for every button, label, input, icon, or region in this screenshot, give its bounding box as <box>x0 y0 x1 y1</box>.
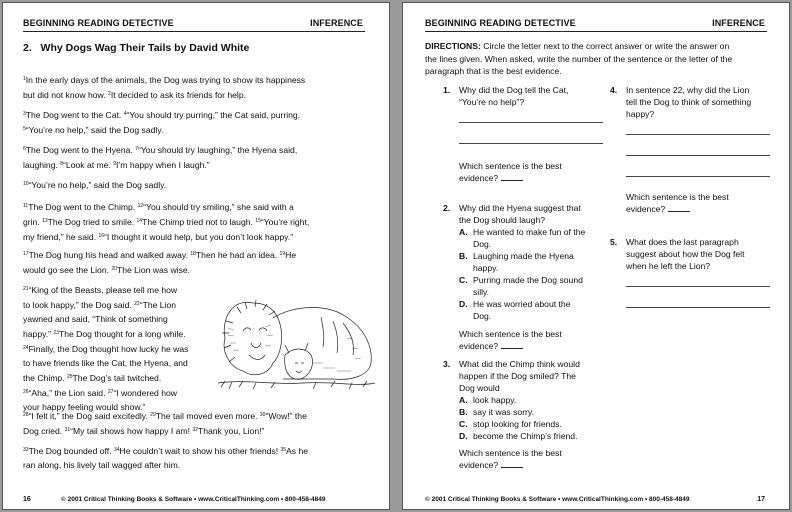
sentence-22-end: happy.” <box>23 329 54 339</box>
answer-line[interactable] <box>626 134 770 135</box>
question-4-line-1: In sentence 22, why did the Lion <box>626 85 750 95</box>
option-letter: A. <box>459 395 468 405</box>
answer-line[interactable] <box>459 143 603 144</box>
header-skill-right: INFERENCE <box>712 18 765 28</box>
option-text: become the Chimp’s friend. <box>473 431 578 441</box>
lion-and-dog-illustration <box>213 283 378 395</box>
answer-line[interactable] <box>626 286 770 287</box>
sentence-4: “You should try purring,” the Cat said, purring. <box>126 110 301 120</box>
question-4-evidence: Which sentence is the best <box>626 192 729 202</box>
sentence-24: Finally, the Dog thought how lucky he was <box>28 344 189 354</box>
sentence-18: Then he had an idea. <box>195 250 280 260</box>
question-3-option-b[interactable] <box>459 406 613 418</box>
sentence-35: As he <box>286 446 309 456</box>
sentence-7: “You should try laughing,” the Hyena said, <box>137 145 298 155</box>
question-3-line-3: Dog would <box>459 383 500 393</box>
question-3-number: 3. <box>443 359 451 369</box>
question-5 <box>610 236 770 308</box>
directions-line-2: the lines given. When asked, write the number of the sentence or the letter of the <box>425 53 733 64</box>
sentence-24-end: the Chimp. <box>23 373 67 383</box>
paragraph-5: $^{11}$The Dog went to the Chimp. $^{12}$“You should try smiling,” she said with a grin. $^{13}$The Dog tried to smile. $^{14}$The Chimp tried not to laugh. $^{15}$“You’re right, my friend,” he said. $^{16}$“I thought it would help, but you don’t look happy.” <box>23 202 310 242</box>
sentence-10: “You’re no help,” said the Dog sadly. <box>28 180 167 190</box>
evidence-blank[interactable] <box>501 460 523 468</box>
option-letter: C. <box>459 419 468 429</box>
question-1-line-1: Why did the Dog tell the Cat, <box>459 85 569 95</box>
question-5-line-1: What does the last paragraph <box>626 237 739 247</box>
sentence-11: The Dog went to the Chimp. <box>28 202 138 212</box>
sentence-9: I’m happy when I laugh.” <box>116 160 210 170</box>
question-4-line-2: tell the Dog to think of something <box>626 97 752 107</box>
option-text: look happy. <box>473 395 517 405</box>
right-page <box>402 2 790 510</box>
question-2-line-2: the Dog should laugh? <box>459 215 546 225</box>
sentence-25: The Dog’s tail twitched. <box>72 373 162 383</box>
sentence-35-cont: ran along, his lively tail wagged after him. <box>23 460 181 470</box>
directions-line-1: Circle the letter next to the correct answer or write the answer on <box>480 41 730 51</box>
question-5-number: 5. <box>610 237 618 247</box>
option-text: Purring made the Dog sound <box>473 275 583 285</box>
header-rule <box>23 31 365 32</box>
question-3-option-a[interactable] <box>459 394 613 406</box>
option-text: He was worried about the <box>473 299 571 309</box>
sentence-19-cont: would go see the Lion. <box>23 265 112 275</box>
sentence-8: “Look at me. <box>63 160 114 170</box>
sentence-27: “I wondered how <box>113 388 177 398</box>
option-letter: D. <box>459 431 468 441</box>
question-3 <box>443 358 613 471</box>
question-5-line-2: suggest about how the Dog felt <box>626 249 745 259</box>
option-text: say it was sorry. <box>473 407 534 417</box>
evidence-blank[interactable] <box>501 341 523 349</box>
option-letter: D. <box>459 299 468 309</box>
option-text: silly. <box>473 287 490 297</box>
sentence-19: He <box>285 250 297 260</box>
sentence-12: “You should try smiling,” she said with a <box>143 202 294 212</box>
question-3-option-d[interactable] <box>459 430 613 442</box>
question-1 <box>443 84 603 184</box>
option-text: stop looking for friends. <box>473 419 562 429</box>
sentence-1: In the early days of the animals, the Dog was trying to show its happiness <box>25 75 306 85</box>
evidence-blank[interactable] <box>501 173 523 181</box>
sentence-29: The tail moved even more. <box>155 411 260 421</box>
directions-label: DIRECTIONS: <box>425 41 481 51</box>
question-3-evidence-label: evidence? <box>459 460 499 470</box>
sentence-27-cont: your happy feeling would show.” <box>23 402 146 412</box>
paragraph-1: $^1$In the early days of the animals, the Dog was trying to show its happiness but did not know how. $^2$It decided to ask its friends for help. <box>23 75 306 100</box>
footer-copyright-right: © 2001 Critical Thinking Books & Software • www.CriticalThinking.com • 800-458-4849 <box>425 496 690 503</box>
story-title-text: Why Dogs Wag Their Tails by David White <box>40 42 250 54</box>
question-2-number: 2. <box>443 203 451 213</box>
question-5-line-3: when he left the Lion? <box>626 261 711 271</box>
question-2-evidence: Which sentence is the best <box>459 329 562 339</box>
sentence-15-cont: my friend,” he said. <box>23 232 99 242</box>
option-letter: B. <box>459 251 468 261</box>
sentence-34: He couldn’t wait to show his other friends! <box>119 446 281 456</box>
header-series: BEGINNING READING DETECTIVE <box>23 18 174 28</box>
question-3-line-2: happen if the Dog smiled? The <box>459 371 576 381</box>
header-series-right: BEGINNING READING DETECTIVE <box>425 18 576 28</box>
paragraph-8: $^{28}$“I felt it,” the Dog said excitedly. $^{29}$The tail moved even more. $^{30}$“Wow!” the Dog cried. $^{31}$“My tail shows how happy I am! $^{32}$Thank you, Lion!” <box>23 411 307 436</box>
question-3-evidence: Which sentence is the best <box>459 448 562 458</box>
answer-line[interactable] <box>459 122 603 123</box>
question-2 <box>443 202 603 352</box>
page-number-left: 16 <box>23 496 31 503</box>
directions <box>425 40 771 78</box>
paragraph-4: $^{10}$“You’re no help,” said the Dog sadly. <box>23 180 167 190</box>
sentence-21: “King of the Beasts, please tell me how <box>28 285 178 295</box>
question-1-evidence: Which sentence is the best <box>459 161 562 171</box>
question-4-evidence-label: evidence? <box>626 204 666 214</box>
question-2-option-d[interactable] <box>459 298 603 322</box>
sentence-31: “My tail shows how happy I am! <box>70 426 193 436</box>
sentence-20: The Lion was wise. <box>116 265 191 275</box>
option-text: He wanted to make fun of the <box>473 227 586 237</box>
sentence-26: “Aha,” the Lion said. <box>28 388 108 398</box>
option-letter: B. <box>459 407 468 417</box>
answer-line[interactable] <box>626 176 770 177</box>
option-text: Laughing made the Hyena <box>473 251 574 261</box>
answer-line[interactable] <box>626 307 770 308</box>
question-4-line-3: happy? <box>626 109 655 119</box>
sentence-1-cont: but did not know how. <box>23 90 109 100</box>
paragraph-9: $^{33}$The Dog bounded off. $^{34}$He couldn’t wait to show his other friends! $^{35}$As he ran along, his lively tail wagged after him. <box>23 446 309 470</box>
sentence-6: The Dog went to the Hyena. <box>25 145 136 155</box>
paragraph-2: $^3$The Dog went to the Cat. $^4$“You should try purring,” the Cat said, purring. $^5$“You’re no help,” said the Dog sadly. <box>23 110 301 135</box>
question-1-evidence-label: evidence? <box>459 173 499 183</box>
header-skill: INFERENCE <box>310 18 363 28</box>
sentence-15: “You’re right, <box>260 217 310 227</box>
sentence-33: The Dog bounded off. <box>28 446 114 456</box>
paragraph-7: $^{21}$“King of the Beasts, please tell me how to look happy,” the Dog said. $^{22}$“The Lion yawned and said, “Think of something happy.” $^{23}$The Dog thought for a long while. $^{24}$Finally, the Dog thought how lucky he was to have friends like the Cat, the Hyena, and the Chimp. $^{25}$The Dog’s tail twitched. $^{26}$“Aha,” the Lion said. $^{27}$“I wondered how your happy feeling would show.” <box>23 285 189 412</box>
sentence-30: “Wow!” the <box>265 411 307 421</box>
evidence-blank[interactable] <box>668 204 690 212</box>
sentence-30-cont: Dog cried. <box>23 426 65 436</box>
sentence-13: The Dog tried to smile. <box>47 217 137 227</box>
sentence-22-cont: yawned and said, “Think of something <box>23 314 168 324</box>
question-2-evidence-label: evidence? <box>459 341 499 351</box>
paragraph-6: $^{17}$The Dog hung his head and walked away. $^{18}$Then he had an idea. $^{19}$He would go see the Lion. $^{20}$The Lion was wise. <box>23 250 297 275</box>
question-3-line-1: What did the Chimp think would <box>459 359 580 369</box>
page-number-right: 17 <box>757 496 765 503</box>
option-text: Dog. <box>473 239 492 249</box>
sentence-32: Thank you, Lion!” <box>197 426 265 436</box>
question-2-option-c[interactable] <box>459 274 603 298</box>
left-page <box>2 2 390 510</box>
option-letter: A. <box>459 227 468 237</box>
sentence-12-cont: grin. <box>23 217 43 227</box>
sentence-24-cont: to have friends like the Cat, the Hyena, and <box>23 358 188 368</box>
sentence-21-cont: to look happy,” the Dog said. <box>23 300 135 310</box>
sentence-28: “I felt it,” the Dog said excitedly. <box>28 411 151 421</box>
paragraph-3: $^6$The Dog went to the Hyena. $^7$“You should try laughing,” the Hyena said, laughing. $^8$“Look at me. $^9$I’m happy when I laugh.” <box>23 145 298 170</box>
sentence-16: “I thought it would help, but you don’t look happy.” <box>104 232 294 242</box>
sentence-7-cont: laughing. <box>23 160 61 170</box>
question-4 <box>610 84 770 215</box>
story-number: 2. <box>23 42 32 54</box>
sentence-5: “You’re no help,” said the Dog sadly. <box>25 125 164 135</box>
sentence-14: The Chimp tried not to laugh. <box>142 217 256 227</box>
directions-line-3: paragraph that is the best evidence. <box>425 66 562 76</box>
story-title <box>23 42 249 54</box>
sentence-22: “The Lion <box>139 300 177 310</box>
header-rule-right <box>425 31 767 32</box>
option-text: Dog. <box>473 311 492 321</box>
sentence-3: The Dog went to the Cat. <box>25 110 124 120</box>
option-letter: C. <box>459 275 468 285</box>
question-1-number: 1. <box>443 85 451 95</box>
question-3-option-c[interactable] <box>459 418 613 430</box>
question-4-number: 4. <box>610 85 618 95</box>
footer-copyright-left: © 2001 Critical Thinking Books & Software • www.CriticalThinking.com • 800-458-4849 <box>61 496 326 503</box>
answer-line[interactable] <box>626 155 770 156</box>
question-2-option-b[interactable] <box>459 250 603 274</box>
sentence-2: It decided to ask its friends for help. <box>110 90 247 100</box>
question-1-line-2: “You’re no help”? <box>459 97 525 107</box>
question-2-option-a[interactable] <box>459 226 603 250</box>
question-2-line-1: Why did the Hyena suggest that <box>459 203 581 213</box>
sentence-17: The Dog hung his head and walked away. <box>28 250 191 260</box>
sentence-23: The Dog thought for a long while. <box>58 329 186 339</box>
option-text: happy. <box>473 263 499 273</box>
